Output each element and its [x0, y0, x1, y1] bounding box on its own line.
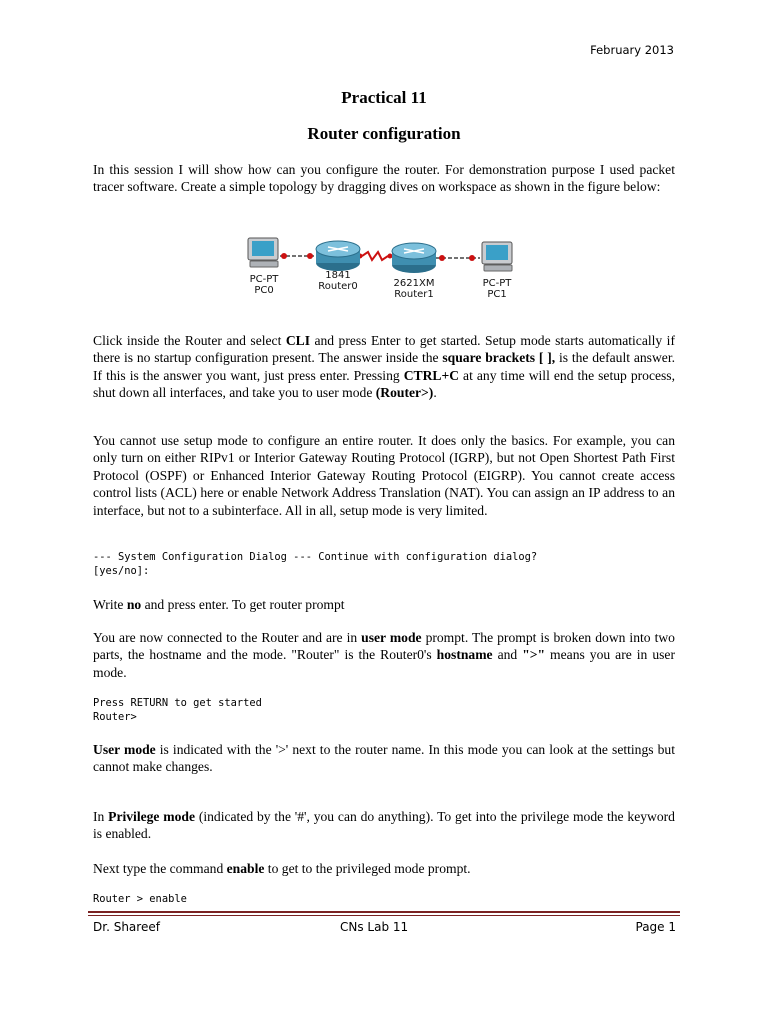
enable-command-paragraph: Next type the command enable to get to the privileged mode prompt.: [93, 861, 471, 876]
link-endpoint: [281, 253, 287, 259]
footer-course: CNs Lab 11: [340, 920, 409, 934]
code-enable: Router > enable: [93, 893, 187, 905]
serial-link-router0-router1: [362, 252, 388, 260]
cli-setup-paragraph: Click inside the Router and select CLI and press Enter to get started. Setup mode starts automatically if there is no startup configuration present. The answer inside the square brackets [ ], is the default answer. If this is the answer you want, just press enter. Pressing CTRL+C at any time will end the setup process, shut down all interfaces, and take you to user mode (Router>).: [93, 333, 675, 401]
header-date: February 2013: [590, 43, 674, 57]
setup-mode-limits-paragraph: You cannot use setup mode to configure an entire router. It does only the basics. For example, you can only turn on either RIPv1 or Interior Gateway Routing Protocol (IGRP), but not Open Shortest Path First Protocol (OSPF) or Enhanced Interior Gateway Routing Protocol (EIGRP). You cannot create access control lists (ACL) here or enable Network Address Translation (NAT). You can assign an IP address to an interface, but not to a subinterface. All in all, setup mode is very limited.: [93, 433, 675, 518]
privilege-mode-paragraph: In Privilege mode (indicated by the '#', you can do anything). To get into the privilege mode the keyword is enabled.: [93, 809, 675, 842]
pc1-icon: [482, 242, 512, 271]
footer-author: Dr. Shareef: [93, 920, 160, 934]
network-topology-figure: [244, 232, 534, 304]
link-endpoint: [469, 255, 475, 261]
pc0-icon: [248, 238, 278, 267]
link-endpoint: [439, 255, 445, 261]
user-mode-description: User mode is indicated with the '>' next to the router name. In this mode you can look at the settings but cannot make changes.: [93, 742, 675, 775]
link-endpoint: [307, 253, 313, 259]
footer-page-number: Page 1: [635, 920, 676, 934]
router0-icon: [316, 241, 360, 271]
intro-paragraph: In this session I will show how can you configure the router. For demonstration purpose I used packet tracer software. Create a simple topology by dragging dives on workspace as shown in the figure below:: [93, 162, 675, 195]
code-router-prompt: Press RETURN to get started Router>: [93, 697, 262, 724]
router0-label: 1841 Router0: [318, 270, 358, 292]
router1-icon: [392, 243, 436, 273]
user-mode-paragraph: You are now connected to the Router and are in user mode prompt. The prompt is broken down into two parts, the hostname and the mode. "Router" is the Router0's hostname and ">" means you are in user mode.: [93, 630, 675, 680]
pc1-label: PC-PT PC1: [482, 278, 512, 300]
page-subtitle: Router configuration: [307, 124, 461, 143]
code-config-dialog: --- System Configuration Dialog --- Continue with configuration dialog? [yes/no]:: [93, 551, 538, 578]
link-endpoint: [388, 254, 393, 259]
router1-label: 2621XM Router1: [393, 278, 435, 300]
write-no-paragraph: Write no and press enter. To get router prompt: [93, 597, 345, 612]
page-title: Practical 11: [341, 88, 427, 107]
footer-rule: [88, 915, 680, 916]
pc0-label: PC-PT PC0: [249, 274, 279, 296]
footer-rule: [88, 911, 680, 913]
